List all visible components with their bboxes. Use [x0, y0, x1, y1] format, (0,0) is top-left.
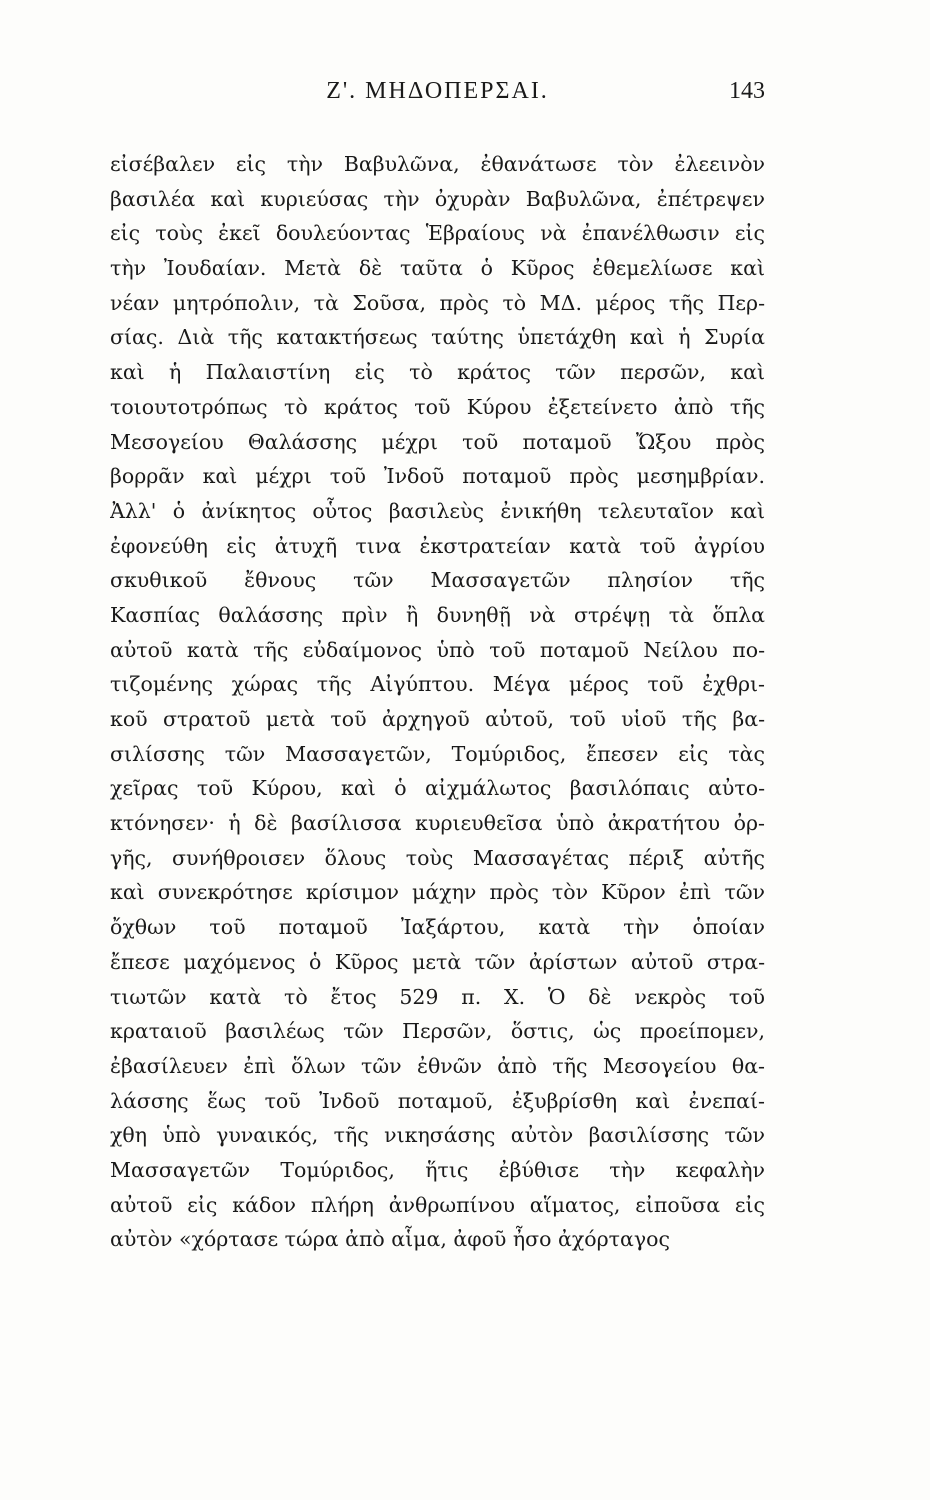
text-line: τιζομένης χώρας τῆς Αἰγύπτου. Μέγα μέρος τοῦ ἐχθρι-: [110, 672, 765, 697]
text-line: κραταιοῦ βασιλέως τῶν Περσῶν, ὅστις, ὡς προείπομεν,: [110, 1019, 765, 1044]
text-line: εἰσέβαλεν εἰς τὴν Βαβυλῶνα, ἐθανάτωσε τὸν ἐλεεινὸν: [110, 152, 765, 176]
text-line: κτόνησεν· ἡ δὲ βασίλισσα κυριευθεῖσα ὑπὸ ἀκρατήτου ὀρ-: [110, 811, 765, 836]
page-number: 143: [729, 78, 765, 104]
text-line: χθη ὑπὸ γυναικός, τῆς νικησάσης αὐτὸν βασιλίσσης τῶν: [110, 1123, 765, 1148]
running-head: Ζ'. ΜΗΔΟΠΕΡΣΑΙ.: [326, 78, 549, 104]
body-text: [110, 147, 765, 1257]
text-line: χεῖρας τοῦ Κύρου, καὶ ὁ αἰχμάλωτος βασιλόπαις αὐτο-: [110, 776, 765, 801]
text-line: αὐτὸν «χόρτασε τώρα ἀπὸ αἷμα, ἀφοῦ ἦσο ἀχόρταγος: [110, 1227, 670, 1252]
text-line: τοιουτοτρόπως τὸ κράτος τοῦ Κύρου ἐξετείνετο ἀπὸ τῆς: [110, 394, 765, 419]
text-line: ἔπεσε μαχόμενος ὁ Κῦρος μετὰ τῶν ἀρίστων αὐτοῦ στρα-: [110, 949, 765, 974]
text-line: σίας. Διὰ τῆς κατακτήσεως ταύτης ὑπετάχθη καὶ ἡ Συρία: [110, 325, 765, 350]
text-line: καὶ συνεκρότησε κρίσιμον μάχην πρὸς τὸν Κῦρον ἐπὶ τῶν: [110, 880, 765, 905]
text-line: αὐτοῦ κατὰ τῆς εὐδαίμονος ὑπὸ τοῦ ποταμοῦ Νείλου πο-: [110, 637, 765, 662]
text-line: σιλίσσης τῶν Μασσαγετῶν, Τομύριδος, ἔπεσεν εἰς τὰς: [110, 741, 765, 766]
text-line: τὴν Ἰουδαίαν. Μετὰ δὲ ταῦτα ὁ Κῦρος ἐθεμελίωσε καὶ: [110, 256, 765, 281]
text-line: γῆς, συνήθροισεν ὅλους τοὺς Μασσαγέτας πέριξ αὐτῆς: [110, 845, 765, 870]
text-line: αὐτοῦ εἰς κάδον πλήρη ἀνθρωπίνου αἵματος, εἰποῦσα εἰς: [110, 1192, 765, 1217]
text-line: καὶ ἡ Παλαιστίνη εἰς τὸ κράτος τῶν περσῶν, καὶ: [110, 360, 765, 385]
text-line: Μασσαγετῶν Τομύριδος, ἥτις ἐβύθισε τὴν κεφαλὴν: [110, 1157, 765, 1182]
text-line: ἐβασίλευεν ἐπὶ ὅλων τῶν ἐθνῶν ἀπὸ τῆς Μεσογείου θα-: [110, 1053, 765, 1078]
text-line: Κασπίας θαλάσσης πρὶν ἢ δυνηθῇ νὰ στρέψῃ τὰ ὅπλα: [110, 602, 765, 627]
text-line: Ἀλλ' ὁ ἀνίκητος οὗτος βασιλεὺς ἐνικήθη τελευταῖον καὶ: [110, 498, 765, 523]
text-line: τιωτῶν κατὰ τὸ ἔτος 529 π. Χ. Ὁ δὲ νεκρὸς τοῦ: [110, 984, 765, 1009]
text-line: λάσσης ἕως τοῦ Ἰνδοῦ ποταμοῦ, ἐξυβρίσθη καὶ ἐνεπαί-: [110, 1088, 765, 1113]
text-line: κοῦ στρατοῦ μετὰ τοῦ ἀρχηγοῦ αὐτοῦ, τοῦ υἱοῦ τῆς βα-: [110, 707, 765, 731]
text-line: βορρᾶν καὶ μέχρι τοῦ Ἰνδοῦ ποταμοῦ πρὸς μεσημβρίαν.: [110, 464, 765, 489]
text-line: ὄχθων τοῦ ποταμοῦ Ἰαξάρτου, κατὰ τὴν ὁποίαν: [110, 915, 765, 940]
text-line: Μεσογείου Θαλάσσης μέχρι τοῦ ποταμοῦ Ὤξου πρὸς: [110, 429, 765, 454]
text-line: εἰς τοὺς ἐκεῖ δουλεύοντας Ἑβραίους νὰ ἐπανέλθωσιν εἰς: [110, 221, 765, 246]
text-line: βασιλέα καὶ κυριεύσας τὴν ὀχυρὰν Βαβυλῶνα, ἐπέτρεψεν: [110, 186, 765, 211]
text-line: σκυθικοῦ ἔθνους τῶν Μασσαγετῶν πλησίον τῆς: [110, 568, 765, 593]
page-header: [110, 78, 765, 118]
text-line: νέαν μητρόπολιν, τὰ Σοῦσα, πρὸς τὸ ΜΔ. μέρος τῆς Περ-: [110, 290, 765, 315]
text-line: ἐφονεύθη εἰς ἀτυχῆ τινα ἐκστρατείαν κατὰ τοῦ ἀγρίου: [110, 533, 765, 558]
